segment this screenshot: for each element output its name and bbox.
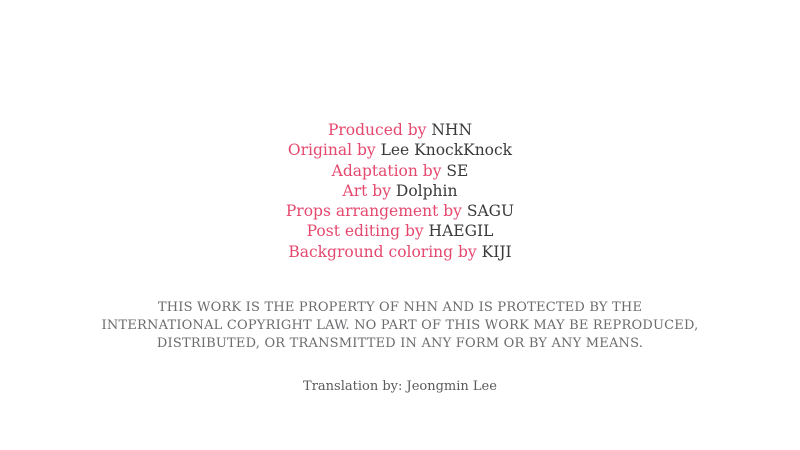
credit-name-value: HAEGIL [428, 222, 494, 241]
credit-line-original [0, 140, 800, 160]
credit-name-value: KIJI [481, 242, 512, 261]
credit-role-label: Adaptation by [331, 161, 447, 180]
credit-name-value: NHN [431, 121, 473, 139]
credit-line-background-coloring [0, 242, 800, 262]
credit-line-art [0, 181, 800, 201]
credit-role-label: Original by [287, 141, 381, 160]
credit-name-value: Dolphin [395, 181, 458, 200]
credit-role-label: Props arrangement by [285, 202, 467, 221]
credit-role-label: Post editing by [306, 222, 429, 241]
copyright-line: INTERNATIONAL COPYRIGHT LAW. NO PART OF THIS WORK MAY BE REPRODUCED, [101, 318, 699, 333]
credit-role-label: Produced by [327, 121, 432, 139]
credit-name-value: Lee KnockKnock [380, 141, 513, 160]
credits-block [0, 120, 800, 262]
credit-line-produced [0, 120, 800, 140]
credit-line-adaptation [0, 161, 800, 181]
translation-credit: Translation by: Jeongmin Lee [303, 379, 497, 394]
copyright-line: THIS WORK IS THE PROPERTY OF NHN AND IS PROTECTED BY THE [157, 300, 643, 315]
credit-name-value: SAGU [466, 202, 515, 221]
credit-line-props [0, 201, 800, 221]
copyright-line: DISTRIBUTED, OR TRANSMITTED IN ANY FORM OR BY ANY MEANS. [156, 336, 644, 351]
copyright-notice [0, 299, 800, 353]
credit-name-value: SE [446, 161, 469, 180]
credit-role-label: Background coloring by [288, 242, 482, 261]
credit-line-post-editing [0, 221, 800, 241]
credit-role-label: Art by [342, 181, 396, 200]
